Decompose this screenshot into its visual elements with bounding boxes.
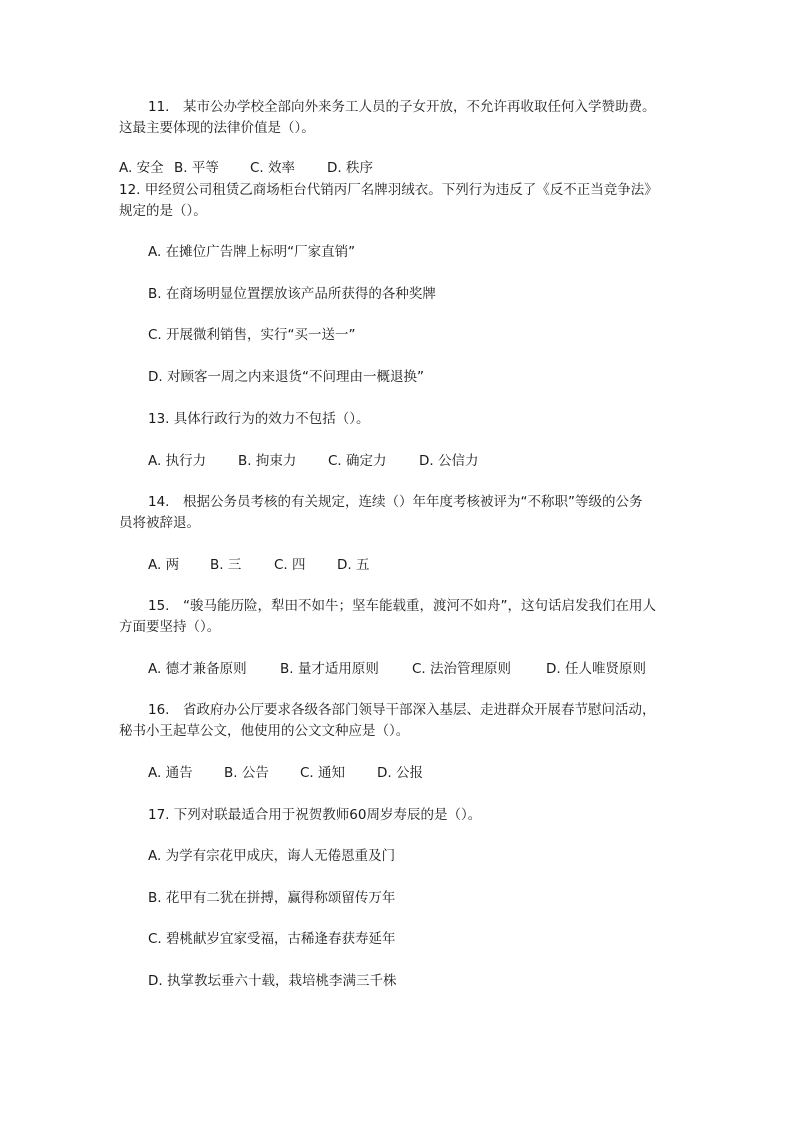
q17-option-c: C. 碧桃献岁宜家受福，古稀逢春获寿延年 — [148, 931, 396, 947]
q17-option-b: B. 花甲有二犹在拼搏，赢得称颂留传万年 — [148, 890, 396, 906]
q13-option-d: D. 公信力 — [419, 453, 479, 469]
q11-option-d: D. 秩序 — [327, 160, 373, 176]
q14-options — [148, 555, 708, 575]
q15-option-a: A. 德才兼备原则 — [148, 661, 247, 677]
q14-option-d: D. 五 — [337, 557, 370, 573]
q13-option-b: B. 拘束力 — [238, 453, 297, 469]
q11-text-line-1: 11. 某市公办学校全部向外来务工人员的子女开放，不允许再收取任何入学赞助费。 — [148, 99, 656, 115]
q12-option-d: D. 对顾客一周之内来退货“不问理由一概退换” — [148, 369, 424, 385]
q12-option-b: B. 在商场明显位置摆放该产品所获得的各种奖牌 — [148, 286, 436, 302]
q15-option-d: D. 任人唯贤原则 — [546, 661, 646, 677]
q13-option-a: A. 执行力 — [148, 453, 207, 469]
q16-option-a: A. 通告 — [148, 765, 193, 781]
q16-option-d: D. 公报 — [377, 765, 423, 781]
q15-option-c: C. 法治管理原则 — [412, 661, 512, 677]
q11-option-c: C. 效率 — [250, 160, 296, 176]
q14-option-a: A. 两 — [148, 557, 180, 573]
q17-text-line-1: 17. 下列对联最适合用于祝贺教师60周岁寿辰的是（）。 — [148, 807, 482, 823]
q12-option-c: C. 开展微利销售，实行“买一送一” — [148, 327, 356, 343]
q13-option-c: C. 确定力 — [328, 453, 387, 469]
q15-options — [148, 659, 708, 679]
q16-options — [148, 763, 708, 783]
q13-text-line-1: 13. 具体行政行为的效力不包括（）。 — [148, 411, 370, 427]
q15-text-line-1: 15. “骏马能历险，犁田不如牛；坚车能载重，渡河不如舟”，这句话启发我们在用人 — [148, 598, 656, 614]
q16-text-line-1: 16. 省政府办公厅要求各级各部门领导干部深入基层、走进群众开展春节慰问活动， — [148, 702, 656, 718]
q12-option-a: A. 在摊位广告牌上标明“厂家直销” — [148, 244, 356, 260]
q16-option-c: C. 通知 — [300, 765, 346, 781]
q15-text-line-2: 方面要坚持（）。 — [119, 619, 221, 635]
q16-option-b: B. 公告 — [224, 765, 269, 781]
q15-option-b: B. 量才适用原则 — [280, 661, 379, 677]
q11-options — [119, 158, 679, 178]
q17-option-a: A. 为学有宗花甲成庆，诲人无倦恩重及门 — [148, 848, 396, 864]
q11-option-b: B. 平等 — [174, 160, 219, 176]
q11-option-a: A. 安全 — [119, 160, 164, 176]
q14-option-b: B. 三 — [210, 557, 242, 573]
q13-options — [148, 451, 708, 471]
q14-option-c: C. 四 — [274, 557, 306, 573]
q12-text-line-2: 规定的是（）。 — [119, 203, 207, 219]
q14-text-line-1: 14. 根据公务员考核的有关规定，连续（）年年度考核被评为“不称职”等级的公务 — [148, 494, 643, 510]
q14-text-line-2: 员将被辞退。 — [119, 515, 200, 531]
q17-option-d: D. 执掌教坛垂六十载，栽培桃李满三千株 — [148, 973, 397, 989]
q12-text-line-1: 12. 甲经贸公司租赁乙商场柜台代销丙厂名牌羽绒衣。下列行为违反了《反不正当竞争法》 — [119, 182, 658, 198]
q11-text-line-2: 这最主要体现的法律价值是（）。 — [119, 120, 315, 136]
q16-text-line-2: 秘书小王起草公文，他使用的公文文种应是（）。 — [119, 723, 410, 739]
